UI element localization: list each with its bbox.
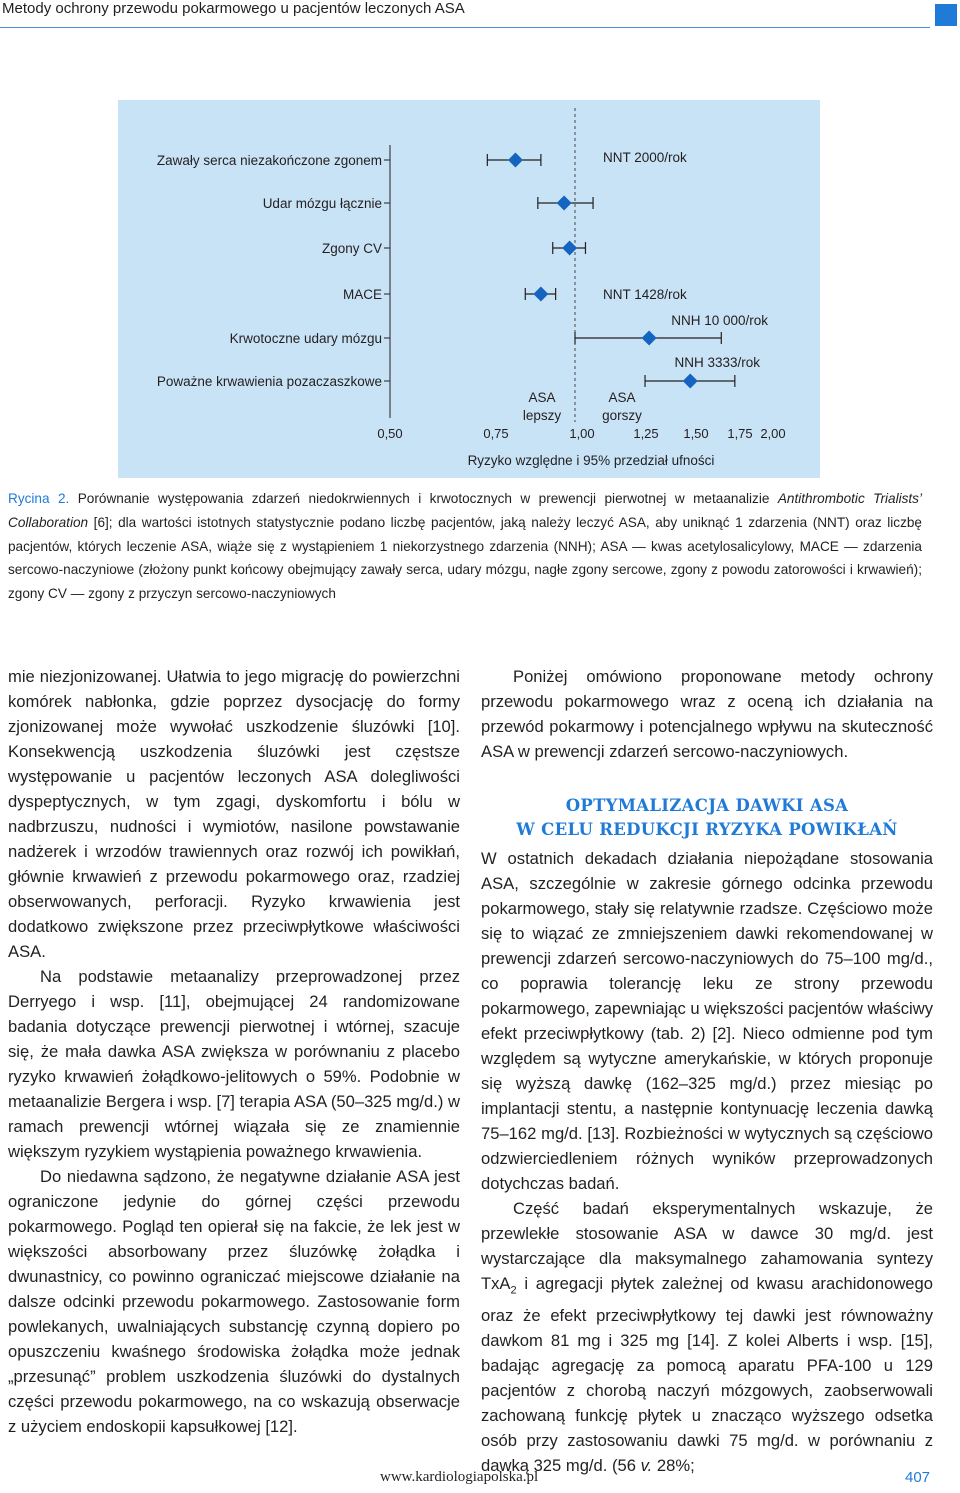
right-paragraph-3-a: Część badań eksperymentalnych wskazuje, że przewlekłe stosowanie ASA w dawce 30 mg/d. jest wystarczające dla maksymalnego zahamowania syntezy TxA: [481, 1199, 933, 1293]
region-label-asa-left: ASA: [528, 390, 556, 405]
forest-plot: [118, 100, 820, 478]
right-paragraph-3-c: 28%;: [652, 1456, 695, 1476]
row-label: Zawały serca niezakończone zgonem: [156, 153, 382, 168]
section-heading: [481, 794, 933, 842]
rr-diamond: [508, 153, 523, 168]
txa2-subscript: 2: [510, 1284, 517, 1297]
row-label: Krwotoczne udary mózgu: [229, 331, 382, 346]
x-tick-label: 2,00: [760, 426, 786, 441]
right-column: [481, 664, 933, 1478]
annotation-nnt-2000: NNT 2000/rok: [603, 150, 687, 165]
x-tick-label: 1,00: [569, 426, 595, 441]
right-paragraph-3: [481, 1196, 933, 1478]
left-column: [8, 664, 460, 1439]
caption-label: Rycina 2.: [8, 491, 70, 506]
annotation-nnh-10000: NNH 10 000/rok: [671, 313, 768, 328]
x-tick-label: 0,75: [483, 426, 509, 441]
left-paragraph-1: mie niezjonizowanej. Ułatwia to jego migrację do powierzchni komórek nabłonka, gdzie poprzez dysocjację do formy zjonizowanej może wywołać uszkodzenie śluzówki [10]. Konsekwencją uszkodzenia śluzówki jest częstsze występowanie u pacjentów leczonych ASA dolegliwości dyspeptycznych, w tym zgagi, dyskomfortu i bólu w nadbrzuszu, nudności i wymiotów, nasilone powstawanie nadżerek i wrzodów trawiennych oraz rozwój ich powikłań, głównie krwawień z przewodu pokarmowego oraz, rzadziej obserwowanych, perforacji. Ryzyko krwawienia jest dodatkowo zwiększone przez przeciwpłytkowe właściwości ASA.: [8, 667, 460, 961]
x-tick-label: 1,50: [683, 426, 709, 441]
running-header: Metody ochrony przewodu pokarmowego u pacjentów leczonych ASA: [2, 0, 465, 17]
annotation-nnh-3333: NNH 3333/rok: [674, 355, 760, 370]
right-paragraph-2: W ostatnich dekadach działania niepożądane stosowania ASA, szczególnie w zakresie górnego odcinka przewodu pokarmowego, stały się relatywnie rzadsze. Częściowo może się to wiązać ze zmniejszeniem dawki rekomendowanej w prewencji zdarzeń sercowo-naczyniowych do 75–100 mg/d., co poprawia tolerancję leku ze strony przewodu pokarmowego, zapewniając u większości pacjentów właściwy efekt przeciwpłytkowy (tab. 2) [2]. Nieco odmienne pod tym względem są wytyczne amerykańskie, w których proponuje się wyższą dawkę (162–325 mg/d.) przez miesiąc po implantacji stentu, a następnie kontynuację leczenia dawką 75–162 mg/d. [13]. Rozbieżności w wytycznych są częściowo odzwierciedleniem różnych wyników przeprowadzonych dotychczas badań.: [481, 849, 933, 1193]
forest-plot-figure: [118, 100, 820, 478]
row-label: Udar mózgu łącznie: [262, 196, 382, 211]
rr-diamond: [533, 287, 548, 302]
annotation-nnt-1428: NNT 1428/rok: [603, 287, 687, 302]
header-square: [935, 4, 957, 26]
row-label: Zgony CV: [321, 241, 382, 256]
versus-abbrev: v.: [640, 1456, 653, 1476]
caption-italic: Antithrombotic Trialists’ Collaboration: [8, 491, 922, 530]
section-heading-line-2: W CELU REDUKCJI RYZYKA POWIKŁAŃ: [516, 820, 898, 839]
x-tick-label: 1,75: [727, 426, 753, 441]
row-label: Poważne krwawienia pozaczaszkowe: [156, 374, 382, 389]
header-rule: [0, 27, 930, 28]
rr-diamond: [557, 196, 572, 211]
caption-text-1: Porównanie występowania zdarzeń niedokrwiennych i krwotocznych w prewencji pierwotnej w metaanalizie: [69, 491, 778, 506]
page-number: 407: [905, 1469, 931, 1486]
right-paragraph-1: Poniżej omówiono proponowane metody ochrony przewodu pokarmowego wraz z oceną ich działania na przewód pokarmowy i potencjalnego wpływu na skuteczność ASA w prewencji zdarzeń sercowo-naczyniowych.: [481, 667, 933, 761]
caption-text-2: [6]; dla wartości istotnych statystycznie podano liczbę pacjentów, jaką należy leczyć ASA, aby uniknąć 1 zdarzenia (NNT) oraz liczbę pacjentów, których leczenie ASA, wiąże się z wystąpieniem 1 niekorzystnego zdarzenia (NNH); ASA — kwas acetylosalicylowy, MACE — zdarzenia sercowo-naczyniowe (złożony punkt końcowy obejmujący zawały serca, udary mózgu, nagłe zgony sercowe, zgony z powodu zatorowości i krwawień); zgony CV — zgony z przyczyn sercowo-naczyniowych: [8, 514, 922, 602]
footer-url[interactable]: www.kardiologiapolska.pl: [380, 1469, 539, 1485]
rr-diamond: [683, 374, 698, 389]
left-paragraph-3: Do niedawna sądzono, że negatywne działanie ASA jest ograniczone jedynie do górnej części przewodu pokarmowego. Pogląd ten opierał się na fakcie, że lek jest w większości absorbowany przez śluzówkę żołądka i dwunastnicy, co powinno ograniczać miejscowe działanie na dalsze odcinki przewodu pokarmowego. Zastosowanie form powlekanych, uwalniających substancję czynną dopiero po opuszczeniu kwaśnego środowiska żołądka może jednak „przesunąć” problem uszkodzenia śluzówki do dystalnych części przewodu pokarmowego, na co wskazują obserwacje z użyciem endoskopii kapsułkowej [12].: [8, 1167, 460, 1436]
region-label-asa-right: ASA: [608, 390, 636, 405]
x-tick-label: 0,50: [377, 426, 403, 441]
x-tick-label: 1,25: [633, 426, 659, 441]
left-paragraph-2: Na podstawie metaanalizy przeprowadzonej przez Derryego i wsp. [11], obejmującej 24 randomizowane badania dotyczące prewencji pierwotnej i wtórnej, szacuje się, że mała dawka ASA zwiększa w porównaniu z placebo ryzyko krwawień żołądkowo-jelitowych o 59%. Podobnie w metaanalizie Bergera i wsp. [7] terapia ASA (50–325 mg/d.) w ramach prewencji wtórnej wiązała się ze znamiennie większym ryzykiem wystąpienia poważnego krwawienia.: [8, 967, 460, 1161]
right-paragraph-3-b: i agregacji płytek zależnej od kwasu arachidonowego oraz że efekt przeciwpłytkowy tej dawki jest równoważny dawkom 81 mg i 325 mg [14]. Z kolei Alberts i wsp. [15], badając agregację za pomocą aparatu PFA-100 u 129 pacjentów z chorobą naczyń mózgowych, zaobserwowali zachowaną funkcję płytek u znacząco wyższego odsetka osób przy zastosowaniu dawki 75 mg/d. w porównaniu z dawką 325 mg/d. (56: [481, 1274, 933, 1476]
section-heading-line-1: OPTYMALIZACJA DAWKI ASA: [565, 796, 849, 815]
region-label-gorszy: gorszy: [602, 408, 642, 423]
rr-diamond: [642, 331, 657, 346]
x-axis-title: Ryzyko względne i 95% przedział ufności: [467, 453, 715, 468]
region-label-lepszy: lepszy: [522, 408, 562, 423]
row-label: MACE: [342, 287, 382, 302]
figure-caption: [8, 487, 922, 606]
